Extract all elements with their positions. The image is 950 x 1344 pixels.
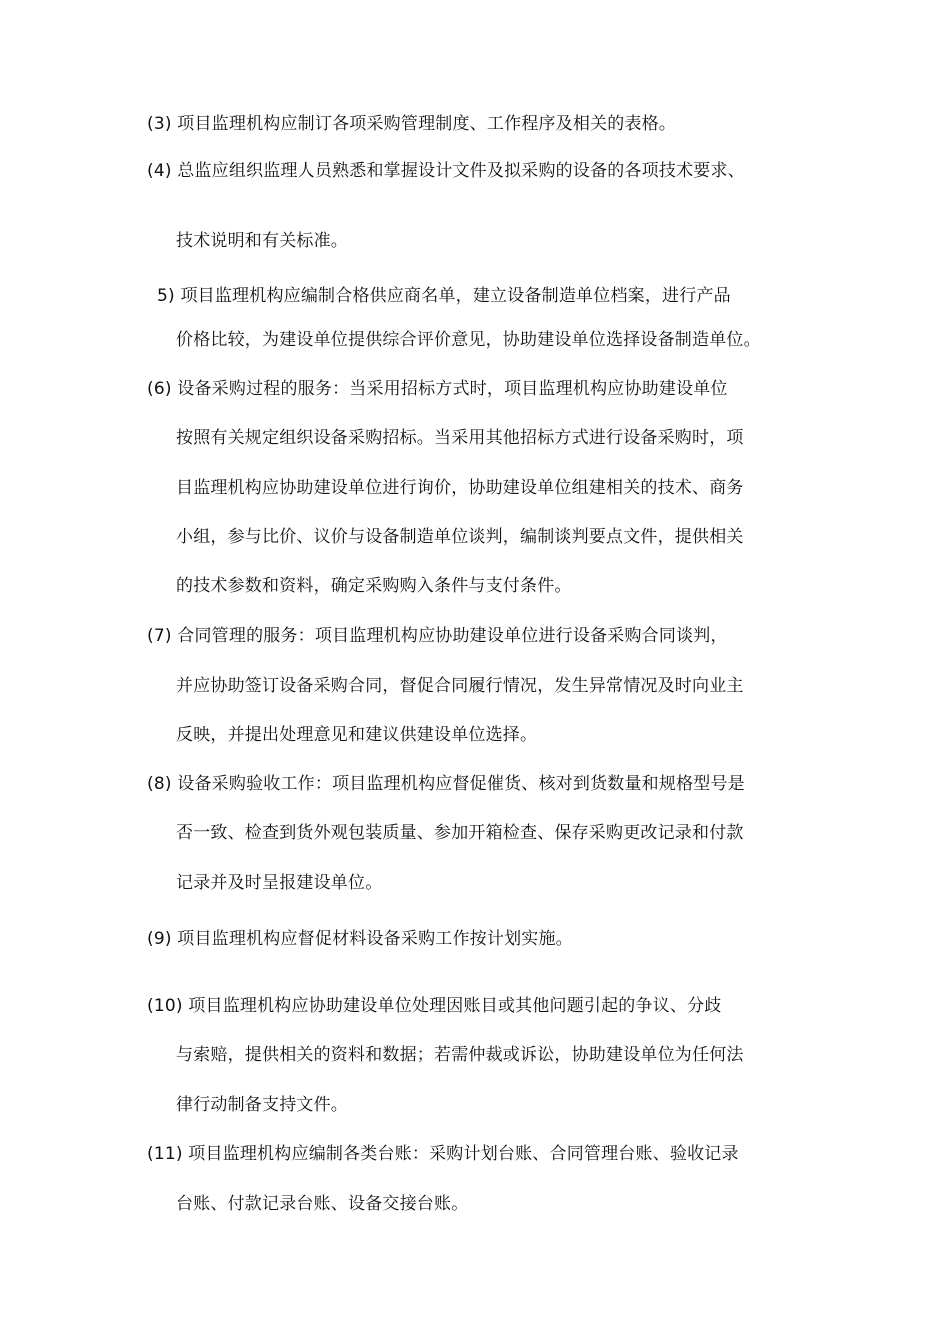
item-11-line-2: 台账、付款记录台账、设备交接台账。 xyxy=(176,1194,469,1214)
item-7-line-3: 反映，并提出处理意见和建议供建设单位选择。 xyxy=(176,725,538,745)
item-6-line-5: 的技术参数和资料，确定采购购入条件与支付条件。 xyxy=(176,576,572,596)
item-7-line-2: 并应协助签订设备采购合同，督促合同履行情况，发生异常情况及时向业主 xyxy=(176,676,744,696)
item-7-line-1: (7) 合同管理的服务：项目监理机构应协助建设单位进行设备采购合同谈判， xyxy=(147,626,728,646)
item-6-line-1: (6) 设备采购过程的服务：当采用招标方式时，项目监理机构应协助建设单位 xyxy=(147,379,728,399)
item-5-line-2: 价格比较，为建设单位提供综合评价意见，协助建设单位选择设备制造单位。 xyxy=(176,330,761,350)
item-8-line-1: (8) 设备采购验收工作：项目监理机构应督促催货、核对到货数量和规格型号是 xyxy=(147,774,745,794)
item-10-line-1: (10) 项目监理机构应协助建设单位处理因账目或其他问题引起的争议、分歧 xyxy=(147,996,722,1016)
item-4-line-1: (4) 总监应组织监理人员熟悉和掌握设计文件及拟采购的设备的各项技术要求、 xyxy=(147,161,745,181)
item-11-line-1: (11) 项目监理机构应编制各类台账：采购计划台账、合同管理台账、验收记录 xyxy=(147,1144,739,1164)
item-10-line-2: 与索赔，提供相关的资料和数据；若需仲裁或诉讼，协助建设单位为任何法 xyxy=(176,1045,744,1065)
item-6-line-2: 按照有关规定组织设备采购招标。当采用其他招标方式进行设备采购时，项 xyxy=(176,428,744,448)
item-5-line-1: 5) 项目监理机构应编制合格供应商名单，建立设备制造单位档案，进行产品 xyxy=(157,286,731,306)
item-10-line-3: 律行动制备支持文件。 xyxy=(176,1095,348,1115)
item-8-line-2: 否一致、检查到货外观包装质量、参加开箱检查、保存采购更改记录和付款 xyxy=(176,823,744,843)
item-6-line-4: 小组，参与比价、议价与设备制造单位谈判，编制谈判要点文件，提供相关 xyxy=(176,527,744,547)
item-3-line-1: (3) 项目监理机构应制订各项采购管理制度、工作程序及相关的表格。 xyxy=(147,114,677,134)
item-8-line-3: 记录并及时呈报建设单位。 xyxy=(176,873,383,893)
item-4-line-2: 技术说明和有关标准。 xyxy=(176,231,348,251)
item-6-line-3: 目监理机构应协助建设单位进行询价，协助建设单位组建相关的技术、商务 xyxy=(176,478,744,498)
item-9-line-1: (9) 项目监理机构应督促材料设备采购工作按计划实施。 xyxy=(147,929,573,949)
